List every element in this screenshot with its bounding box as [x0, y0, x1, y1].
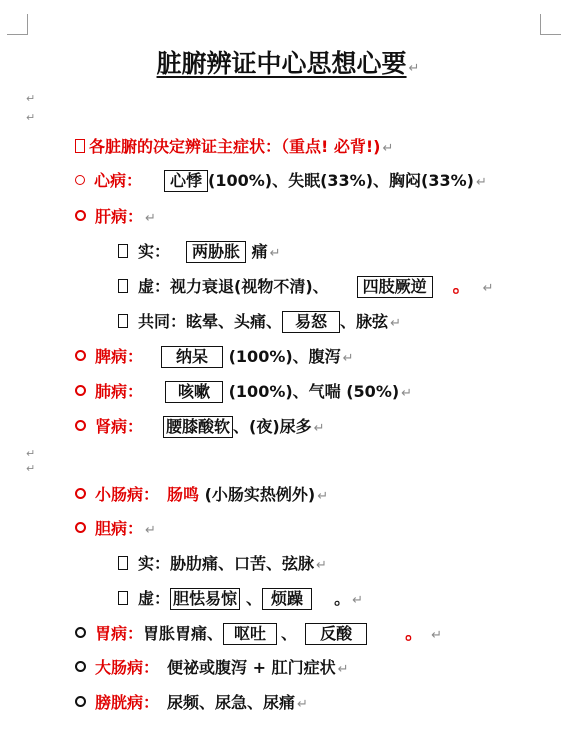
sub-item-dan-xu [118, 588, 363, 612]
circle-bullet-icon [75, 488, 86, 499]
key-symptom-box: 烦躁 [262, 588, 312, 610]
period: 。 [334, 589, 351, 608]
paragraph-mark-icon: ↵ [145, 211, 156, 226]
item-text: (100%)、腹泻 [228, 347, 341, 366]
key-symptom-box: 呕吐 [223, 623, 277, 645]
paragraph-mark-icon: ↵ [316, 558, 327, 573]
key-symptom-box: 胆怯易惊 [170, 588, 240, 610]
list-item-gan [75, 206, 156, 230]
paragraph-mark-icon: ↵ [482, 281, 494, 296]
item-text: (小肠实热例外) [199, 485, 316, 504]
item-label: 胆病： [95, 519, 144, 538]
paragraph-mark-icon: ↵ [269, 246, 281, 261]
key-symptom-box: 心悸 [164, 170, 208, 192]
circle-bullet-icon [75, 696, 86, 707]
paragraph-mark-icon: ↵ [475, 175, 487, 190]
list-item-dan [75, 518, 156, 542]
item-label: 小肠病： [95, 485, 160, 504]
square-bullet-icon [118, 556, 128, 570]
circle-bullet-icon [75, 522, 86, 533]
item-label: 肺病： [95, 382, 144, 401]
circle-bullet-icon [75, 661, 86, 672]
separator: 、 [246, 589, 263, 608]
page-title [0, 44, 576, 80]
item-label: 膀胱病： [95, 693, 160, 712]
item-text: 眩晕、头痛、 [186, 312, 283, 331]
key-symptom-red: 肠鸣 [167, 485, 200, 504]
key-symptom-box: 咳嗽 [165, 381, 223, 403]
paragraph-mark-icon: ↵ [26, 462, 36, 475]
sub-label: 共同： [138, 312, 187, 331]
circle-bullet-icon [75, 350, 86, 361]
key-symptom-box: 两胁胀 [186, 241, 246, 263]
paragraph-mark-icon: ↵ [382, 141, 394, 156]
paragraph-mark-icon: ↵ [352, 593, 363, 608]
key-symptom-box: 腰膝酸软 [163, 416, 233, 438]
paragraph-mark-icon: ↵ [342, 351, 354, 366]
square-bullet-icon [75, 139, 85, 153]
sub-label: 虚： [138, 589, 171, 608]
item-text: (100%)、气喘 (50%) [228, 382, 400, 401]
paragraph-mark-icon: ↵ [26, 447, 36, 460]
key-symptom-box: 反酸 [305, 623, 367, 645]
sub-label: 虚： [138, 277, 171, 296]
crop-mark-top-right [540, 14, 561, 35]
header-text: 各脏腑的决定辨证主症状：（重点! 必背!) [89, 137, 381, 156]
item-label: 脾病： [95, 347, 144, 366]
item-text: 、(夜)尿多 [233, 417, 312, 436]
item-label: 肾病： [95, 417, 144, 436]
list-item-pangguang [75, 692, 308, 716]
paragraph-mark-icon: ↵ [401, 386, 413, 401]
item-text: 胁肋痛、口苦、弦脉 [170, 554, 315, 573]
sub-label: 实： [138, 554, 171, 573]
sub-item-gan-shi [118, 241, 281, 265]
key-symptom-box: 纳呆 [161, 346, 223, 368]
item-text: 、脉弦 [340, 312, 389, 331]
circle-bullet-icon [75, 175, 85, 185]
square-bullet-icon [118, 591, 128, 605]
list-item-shen [75, 416, 325, 440]
item-text: (100%)、失眠(33%)、胸闷(33%) [208, 171, 474, 190]
paragraph-mark-icon: ↵ [317, 489, 329, 504]
item-label: 大肠病： [95, 658, 160, 677]
crop-mark-top-left [7, 14, 28, 35]
item-label: 心病： [94, 171, 143, 190]
square-bullet-icon [118, 244, 128, 258]
list-item-pi [75, 346, 354, 370]
item-text: 尿频、尿急、尿痛 [167, 693, 296, 712]
list-item-xin [75, 170, 487, 194]
sub-item-gan-xu [118, 276, 494, 300]
paragraph-mark-icon: ↵ [26, 111, 36, 124]
sub-item-gan-gong [118, 311, 401, 335]
paragraph-mark-icon: ↵ [313, 421, 325, 436]
circle-bullet-icon [75, 385, 86, 396]
section-header [75, 136, 393, 160]
square-bullet-icon [118, 279, 128, 293]
item-label: 肝病： [95, 207, 144, 226]
sub-item-dan-shi [118, 553, 327, 577]
sub-label: 实： [138, 242, 171, 261]
item-text: 便祕或腹泻 + 肛门症状 [167, 658, 336, 677]
paragraph-mark-icon: ↵ [390, 316, 401, 331]
paragraph-mark-icon: ↵ [408, 61, 420, 76]
square-bullet-icon [118, 314, 128, 328]
list-item-fei [75, 381, 412, 405]
paragraph-mark-icon: ↵ [297, 697, 308, 712]
paragraph-mark-icon: ↵ [337, 662, 349, 677]
red-period: 。 [405, 623, 424, 644]
item-text: 胃胀胃痛、 [143, 624, 224, 643]
key-symptom-box: 四肢厥逆 [357, 276, 433, 298]
key-symptom-box: 易怒 [282, 311, 340, 333]
circle-bullet-icon [75, 210, 86, 221]
list-item-xiaochang [75, 484, 328, 508]
list-item-wei [75, 623, 442, 647]
item-label: 胃病： [95, 624, 144, 643]
paragraph-mark-icon: ↵ [431, 628, 442, 643]
item-text: 视力衰退(视物不清)、 [170, 277, 329, 296]
circle-bullet-icon [75, 627, 86, 638]
item-text: 痛 [251, 242, 268, 261]
circle-bullet-icon [75, 420, 86, 431]
paragraph-mark-icon: ↵ [145, 523, 156, 538]
separator: 、 [281, 624, 298, 643]
title-text: 脏腑辨证中心思想心要 [156, 49, 407, 78]
paragraph-mark-icon: ↵ [26, 92, 36, 105]
list-item-dachang [75, 657, 348, 681]
red-period: 。 [452, 276, 471, 297]
